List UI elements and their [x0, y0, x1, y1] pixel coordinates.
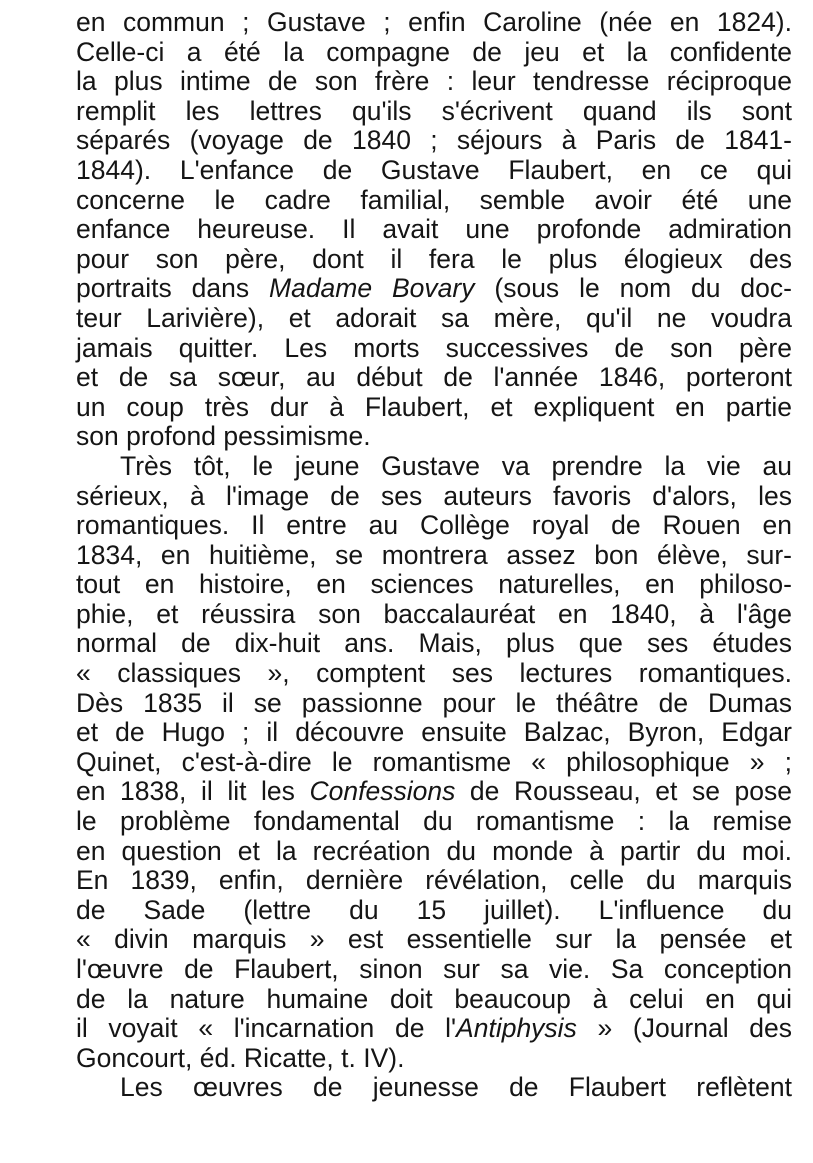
text-segment: portraits dans [76, 273, 269, 304]
text-segment: concerne le cadre familial, semble avoir été une [76, 184, 792, 215]
text-segment: en question et la recréation du monde à partir du moi. [76, 835, 792, 866]
text-segment: Celle-ci a été la compagne de jeu et la confidente [76, 36, 792, 67]
text-line [76, 777, 792, 807]
text-segment: de la nature humaine doit beaucoup à celui en qui [76, 983, 792, 1014]
text-segment: sérieux, à l'image de ses auteurs favoris d'alors, les [76, 480, 792, 511]
text-segment: et de sa sœur, au début de l'année 1846, porteront [76, 362, 792, 393]
text-segment: En 1839, enfin, dernière révélation, celle du marquis [76, 865, 792, 896]
text-segment: de Rousseau, et se pose [455, 776, 792, 807]
text-segment: » (Journal des [576, 1013, 793, 1044]
text-line [76, 866, 792, 896]
text-segment: il voyait « l'incarnation de l' [76, 1013, 457, 1044]
text-line [76, 334, 792, 364]
text-line [76, 126, 792, 156]
text-line [76, 1073, 792, 1103]
text-segment: romantiques. Il entre au Collège royal de Rouen en [76, 510, 792, 541]
text-line [76, 925, 792, 955]
paragraph [76, 452, 792, 1073]
paragraph [76, 1073, 792, 1103]
text-line [76, 600, 792, 630]
text-line [76, 748, 792, 778]
italic-title: Confessions [309, 776, 456, 807]
text-line [76, 1044, 792, 1074]
text-segment: Goncourt, éd. Ricatte, t. IV). [76, 1042, 405, 1073]
text-line [76, 215, 792, 245]
text-line [76, 156, 792, 186]
text-segment: 1834, en huitième, se montrera assez bon élève, sur- [76, 539, 792, 570]
text-line [76, 97, 792, 127]
text-segment: normal de dix-huit ans. Mais, plus que ses études [76, 628, 792, 659]
text-segment: le problème fondamental du romantisme : la remise [76, 806, 792, 837]
text-segment: la plus intime de son frère : leur tendresse réciproque [76, 66, 792, 97]
text-segment: Quinet, c'est-à-dire le romantisme « philosophique » ; [76, 746, 792, 777]
text-line [76, 1014, 792, 1044]
text-line [76, 393, 792, 423]
text-line [76, 38, 792, 68]
text-line [76, 274, 792, 304]
text-line [76, 304, 792, 334]
text-segment: « divin marquis » est essentielle sur la pensée et [76, 924, 792, 955]
text-segment: en commun ; Gustave ; enfin Caroline (née en 1824). [76, 7, 792, 37]
paragraph [76, 8, 792, 452]
document-page [76, 8, 792, 1103]
text-line [76, 837, 792, 867]
text-segment: enfance heureuse. Il avait une profonde admiration [76, 214, 792, 245]
text-line [76, 718, 792, 748]
text-line [76, 67, 792, 97]
text-segment: son profond pessimisme. [76, 421, 371, 452]
text-segment: 1844). L'enfance de Gustave Flaubert, en ce qui [76, 154, 792, 185]
text-line [76, 985, 792, 1015]
text-line [76, 659, 792, 689]
text-segment: Dès 1835 il se passionne pour le théâtre de Dumas [76, 687, 792, 718]
text-segment: pour son père, dont il fera le plus élogieux des [76, 243, 792, 274]
text-line [76, 8, 792, 38]
text-segment: phie, et réussira son baccalauréat en 1840, à l'âge [76, 598, 792, 629]
text-line [76, 422, 792, 452]
text-segment: remplit les lettres qu'ils s'écrivent quand ils sont [76, 95, 792, 126]
text-line [76, 896, 792, 926]
text-segment: Les œuvres de jeunesse de Flaubert reflètent [120, 1072, 792, 1103]
italic-title: Madame Bovary [269, 273, 475, 304]
text-segment: jamais quitter. Les morts successives de son père [76, 332, 792, 363]
text-segment: en 1838, il lit les [76, 776, 310, 807]
text-line [76, 186, 792, 216]
text-segment: un coup très dur à Flaubert, et expliquent en partie [76, 391, 792, 422]
text-line [76, 689, 792, 719]
text-line [76, 482, 792, 512]
text-line [76, 807, 792, 837]
text-line [76, 629, 792, 659]
text-line [76, 363, 792, 393]
text-segment: « classiques », comptent ses lectures romantiques. [76, 658, 792, 689]
text-segment: teur Larivière), et adorait sa mère, qu'il ne voudra [76, 302, 792, 333]
text-segment: l'œuvre de Flaubert, sinon sur sa vie. Sa conception [76, 954, 792, 984]
text-segment: de Sade (lettre du 15 juillet). L'influence du [76, 894, 792, 925]
text-line [76, 541, 792, 571]
text-segment: séparés (voyage de 1840 ; séjours à Paris de 1841- [76, 125, 792, 156]
italic-title: Antiphysis [456, 1013, 577, 1044]
text-segment: tout en histoire, en sciences naturelles, en philoso- [76, 569, 792, 600]
text-line [76, 955, 792, 985]
text-segment: (sous le nom du doc- [474, 273, 792, 304]
text-line [76, 452, 792, 482]
text-line [76, 511, 792, 541]
text-segment: et de Hugo ; il découvre ensuite Balzac, Byron, Edgar [76, 717, 792, 748]
text-line [76, 245, 792, 275]
text-line [76, 570, 792, 600]
text-segment: Très tôt, le jeune Gustave va prendre la vie au [120, 450, 792, 481]
